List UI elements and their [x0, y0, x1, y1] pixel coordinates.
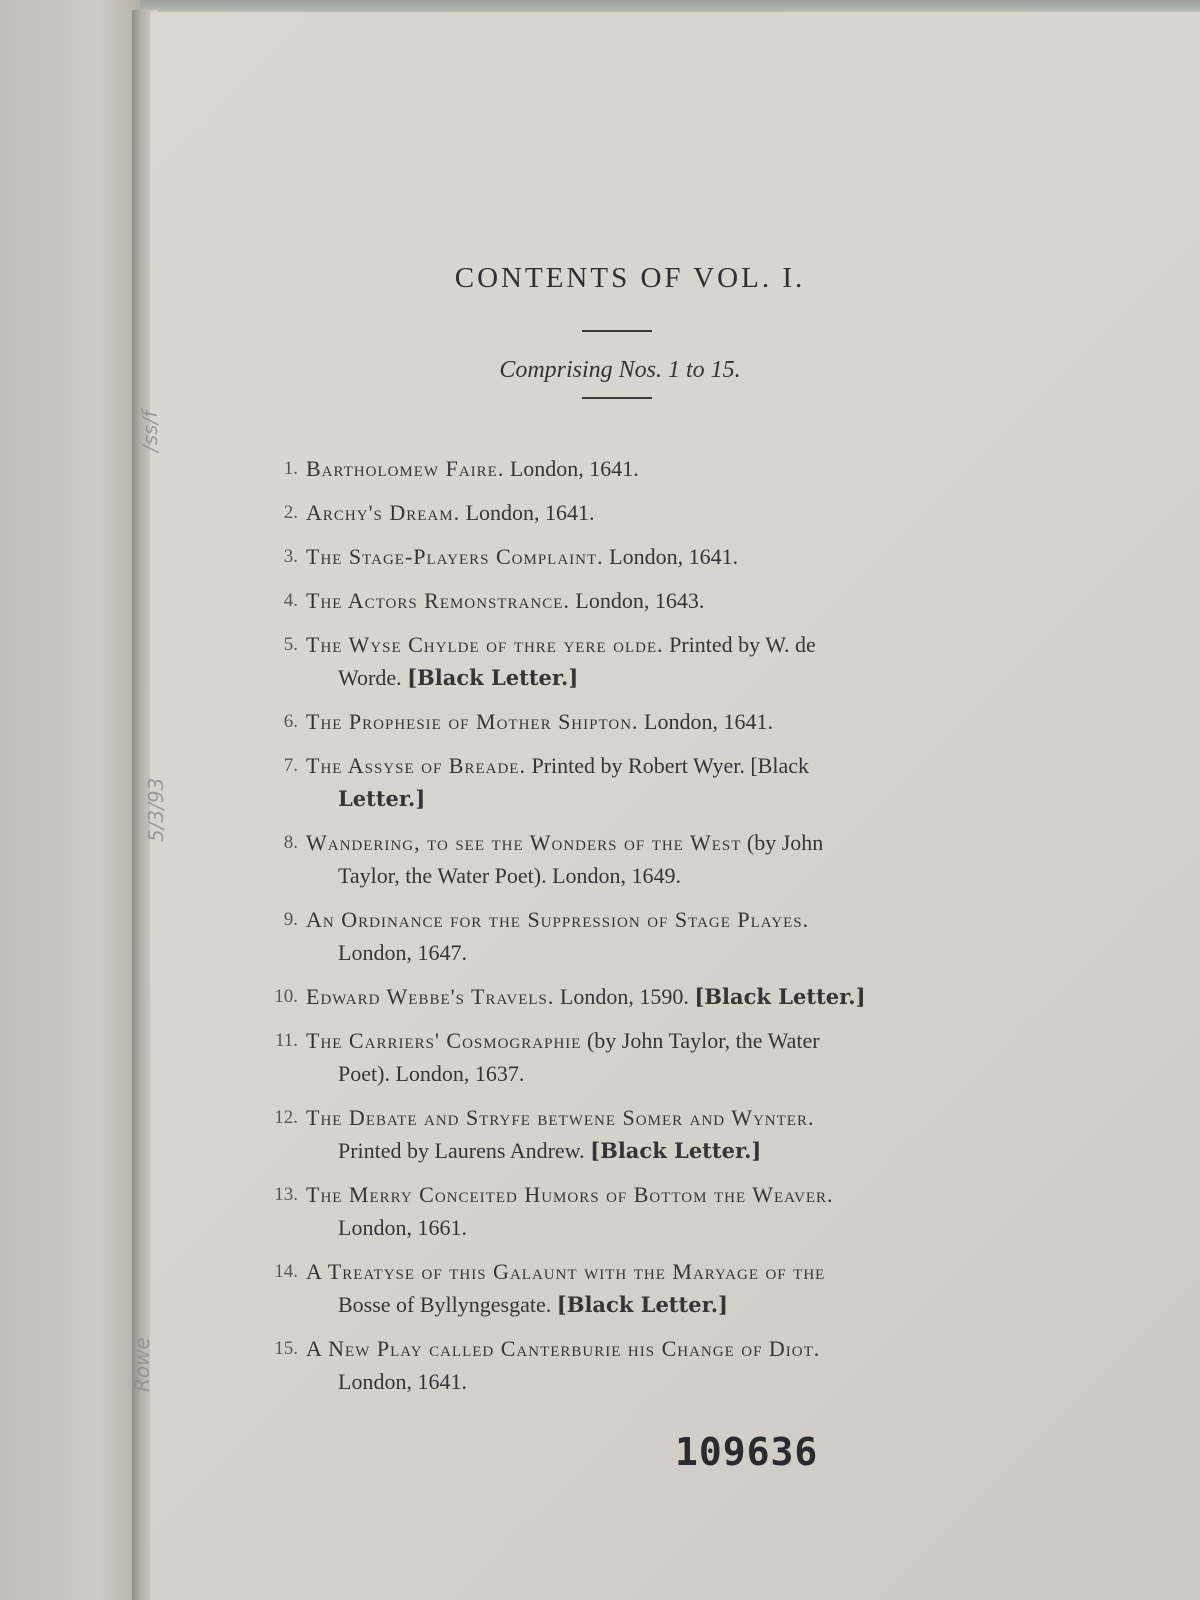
entry-title: The Wyse Chylde of thre yere olde.	[306, 632, 664, 657]
pencil-mark-bottom: Rowe	[130, 1337, 154, 1392]
entry-continuation	[306, 782, 1040, 815]
entry-continuation: Poet). London, 1637.	[338, 1061, 525, 1086]
accession-stamp: 109636	[675, 1430, 819, 1474]
entry-imprint: London, 1643.	[575, 588, 705, 613]
entry-imprint: London, 1641.	[644, 709, 773, 734]
contents-list	[250, 452, 1040, 1409]
entry-title: The Assyse of Breade.	[306, 753, 526, 778]
entry-number: 1.	[283, 458, 298, 479]
pencil-mark-top: /ss/f	[138, 410, 162, 452]
entry-continuation: London, 1661.	[338, 1215, 467, 1240]
entry-imprint: London, 1641.	[509, 456, 639, 481]
entry-number: 8.	[283, 832, 298, 853]
contents-entry	[250, 1332, 1040, 1398]
contents-entry	[250, 496, 1040, 529]
black-letter-note: [Black Letter.]	[694, 984, 866, 1009]
entry-title: Edward Webbe's Travels.	[306, 984, 555, 1009]
entry-title: Wandering, to see the Wonders of the West	[306, 830, 742, 855]
title-rule-top	[582, 330, 652, 332]
contents-entry	[250, 1024, 1040, 1090]
entry-imprint: (by John Taylor, the Water	[586, 1028, 820, 1053]
entry-title: Bartholomew Faire.	[306, 456, 505, 481]
entry-number: 11.	[274, 1030, 298, 1051]
black-letter-note: [Black Letter.]	[407, 665, 579, 690]
contents-entry	[250, 705, 1040, 738]
entry-title: The Carriers' Cosmographie	[306, 1028, 582, 1053]
entry-number: 6.	[283, 711, 298, 732]
contents-entry	[250, 1255, 1040, 1321]
entry-title: The Prophesie of Mother Shipton.	[306, 709, 639, 734]
black-letter-note: Letter.]	[338, 786, 426, 811]
contents-entry	[250, 540, 1040, 573]
entry-continuation: Printed by Laurens Andrew. [Black Letter.]	[338, 1138, 762, 1163]
entry-imprint: London, 1641.	[609, 544, 739, 569]
entry-number: 9.	[283, 909, 298, 930]
entry-imprint: Printed by W. de	[669, 632, 816, 657]
entry-title: The Actors Remonstrance.	[306, 588, 570, 613]
entry-title: A Treatyse of this Galaunt with the Maryage of the	[306, 1259, 826, 1284]
entry-title: An Ordinance for the Suppression of Stage Playes.	[306, 907, 810, 932]
entry-number: 7.	[283, 755, 298, 776]
entry-continuation: Taylor, the Water Poet). London, 1649.	[338, 863, 682, 888]
entry-continuation: Worde. [Black Letter.]	[338, 665, 579, 690]
entry-number: 5.	[283, 634, 298, 655]
entry-number: 12.	[274, 1107, 298, 1128]
entry-title: Archy's Dream.	[306, 500, 461, 525]
contents-page	[130, 12, 1200, 1600]
entry-title: The Debate and Stryfe betwene Somer and Wynter.	[306, 1105, 815, 1130]
contents-entry	[250, 1101, 1040, 1167]
entry-number: 4.	[283, 590, 298, 611]
title-rule-bottom	[582, 397, 652, 399]
entry-imprint: London, 1641.	[465, 500, 595, 525]
contents-entry	[250, 980, 1040, 1013]
entry-number: 2.	[283, 502, 298, 523]
entry-continuation: London, 1647.	[338, 940, 467, 965]
entry-number: 10.	[274, 986, 298, 1007]
contents-entry	[250, 749, 1040, 815]
entry-title: The Merry Conceited Humors of Bottom the Weaver.	[306, 1182, 834, 1207]
pencil-mark-middle: 5/3/93	[144, 777, 168, 842]
contents-entry	[250, 826, 1040, 892]
page-subtitle: Comprising Nos. 1 to 15.	[499, 357, 741, 383]
entry-number: 14.	[274, 1261, 298, 1282]
entry-continuation: Bosse of Byllyngesgate. [Black Letter.]	[338, 1292, 728, 1317]
contents-entry	[250, 903, 1040, 969]
black-letter-note: [Black Letter.]	[556, 1292, 728, 1317]
black-letter-note: [Black Letter.]	[590, 1138, 762, 1163]
contents-entry	[250, 628, 1040, 694]
page-title: CONTENTS OF VOL. I.	[454, 262, 806, 294]
contents-entry	[250, 452, 1040, 485]
entry-number: 13.	[274, 1184, 298, 1205]
entry-number: 3.	[283, 546, 298, 567]
entry-title: The Stage-Players Complaint.	[306, 544, 604, 569]
entry-number: 15.	[274, 1338, 298, 1359]
entry-continuation: London, 1641.	[338, 1369, 467, 1394]
entry-imprint: (by John	[746, 830, 824, 855]
entry-title: A New Play called Canterburie his Change of Diot.	[306, 1336, 821, 1361]
entry-imprint: Printed by Robert Wyer. [Black	[531, 753, 809, 778]
contents-entry	[250, 1178, 1040, 1244]
left-page-edge	[0, 0, 140, 1600]
entry-imprint: London, 1590.	[559, 984, 689, 1009]
contents-entry	[250, 584, 1040, 617]
